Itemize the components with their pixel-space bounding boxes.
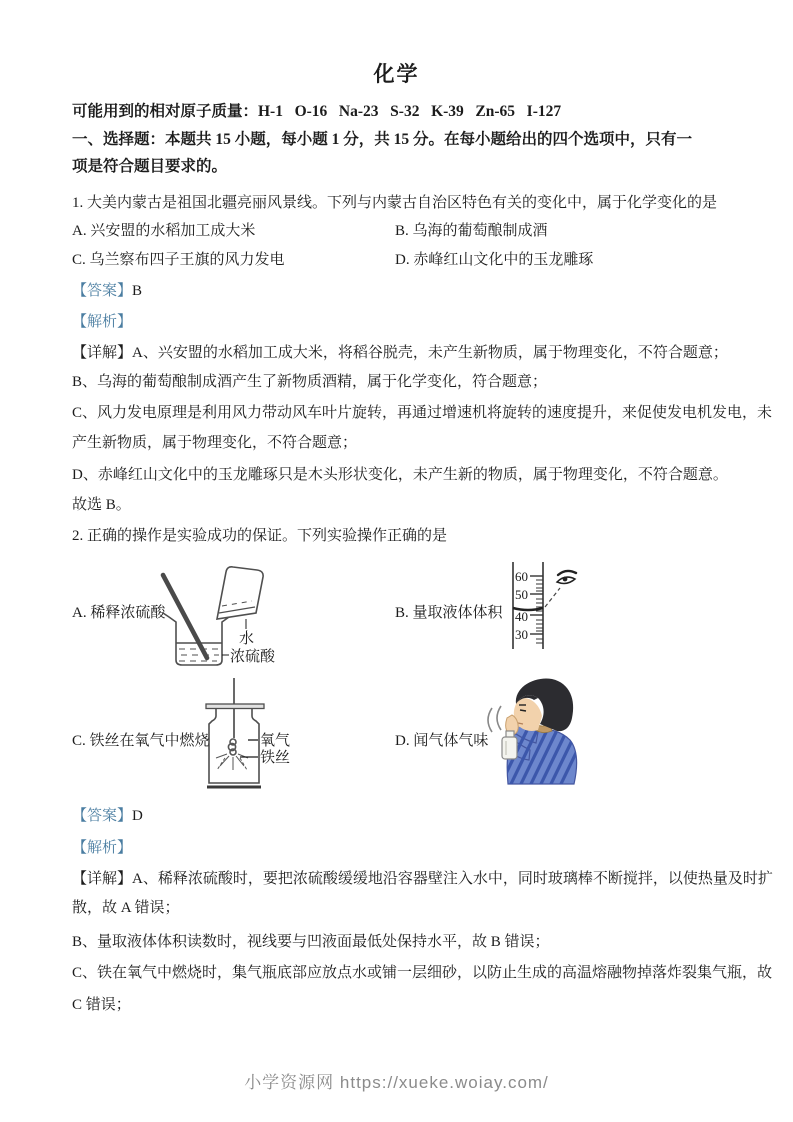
q1-detail-line: B、乌海的葡萄酿制成酒产生了新物质酒精，属于化学变化，符合题意； [72, 374, 548, 390]
q1-answer-label: 【答案】 [72, 283, 133, 299]
q1-option-b: B. 乌海的葡萄酿制成酒 [395, 223, 548, 239]
q1-answer-line [72, 282, 142, 301]
q2-detail-line: C、铁在氧气中燃烧时，集气瓶底部应放点水或铺一层细砂，以防止生成的高温熔融物掉落炸裂集气瓶，故 [72, 965, 773, 981]
q2-detail-line: 散，故 A 错误； [72, 900, 180, 916]
iron-wire-label: 铁丝 [260, 750, 291, 766]
q1-detail-line: 【详解】A、兴安盟的水稻加工成大米，将稻谷脱壳，未产生新物质，属于物理变化，不符合题意； [72, 345, 728, 361]
q2-stem: 2. 正确的操作是实验成功的保证。下列实验操作正确的是 [72, 528, 448, 544]
q1-option-d: D. 赤峰红山文化中的玉龙雕琢 [395, 252, 594, 268]
page-title: 化学 [373, 62, 420, 86]
section-header-line2: 项是符合题目要求的。 [72, 158, 228, 175]
tick-60: 60 [515, 569, 528, 584]
dilution-diagram [105, 556, 290, 671]
q2-detail-line: 【详解】A、稀释浓硫酸时，要把浓硫酸缓缓地沿容器壁注入水中，同时玻璃棒不断搅拌，以使热量及时扩 [72, 871, 773, 887]
q2-option-a-label: A. 稀释浓硫酸 [72, 605, 166, 621]
q1-detail-line: C、风力发电原理是利用风力带动风车叶片旋转，再通过增速机将旋转的速度提升，来促使发电机发电，未 [72, 405, 773, 421]
burning-coil [228, 739, 236, 755]
tick-30: 30 [515, 627, 528, 642]
q2-detail-line: C 错误； [72, 997, 131, 1013]
q2-analysis-line [72, 839, 132, 858]
q1-option-a: A. 兴安盟的水稻加工成大米 [72, 223, 256, 239]
q2-option-c-label: C. 铁丝在氧气中燃烧 [72, 733, 210, 749]
boy-head [513, 678, 573, 731]
q2-answer-value: D [132, 808, 143, 824]
q2-answer-line [72, 807, 143, 826]
jar-lid [206, 704, 264, 709]
pouring-beaker [217, 567, 263, 619]
q1-analysis-label: 【解析】 [72, 314, 133, 330]
measuring-cylinder-diagram [503, 558, 603, 653]
q1-detail-line: 故选 B。 [72, 497, 131, 513]
gas-jar-diagram [200, 678, 310, 798]
q1-answer-value: B [132, 283, 143, 299]
q2-answer-label: 【答案】 [72, 808, 133, 824]
meniscus-line [513, 608, 543, 610]
atomic-mass-line: 可能用到的相对原子质量：H-1 O-16 Na-23 S-32 K-39 Zn-65 I-127 [72, 103, 562, 120]
q1-detail-line: 产生新物质，属于物理变化，不符合题意； [72, 435, 358, 451]
section-header-line1: 一、选择题：本题共 15 小题，每小题 1 分，共 15 分。在每小题给出的四个选项中，只有一 [72, 131, 693, 148]
q2-analysis-label: 【解析】 [72, 840, 133, 856]
q1-analysis-line [72, 313, 132, 332]
oxygen-label: 氧气 [260, 733, 291, 749]
site-footer: 小学资源网 https://xueke.woiay.com/ [244, 1073, 549, 1092]
water-label: 水 [239, 631, 255, 647]
smelling-gas-illustration [478, 674, 583, 786]
eye-icon [557, 571, 576, 584]
tick-50: 50 [515, 587, 528, 602]
q2-option-b-label: B. 量取液体体积 [395, 605, 503, 621]
q2-option-d-label: D. 闻气体气味 [395, 733, 489, 749]
tick-40: 40 [515, 609, 528, 624]
q1-stem: 1. 大美内蒙古是祖国北疆亮丽风景线。下列与内蒙古自治区特色有关的变化中，属于化学变化的是 [72, 195, 718, 211]
q1-detail-line: D、赤峰红山文化中的玉龙雕琢只是木头形状变化，未产生新的物质，属于物理变化，不符合题意。 [72, 467, 728, 483]
acid-label: 浓硫酸 [230, 649, 276, 665]
q1-option-c: C. 乌兰察布四子王旗的风力发电 [72, 252, 285, 268]
q2-detail-line: B、量取液体体积读数时，视线要与凹液面最低处保持水平，故 B 错误； [72, 934, 550, 950]
